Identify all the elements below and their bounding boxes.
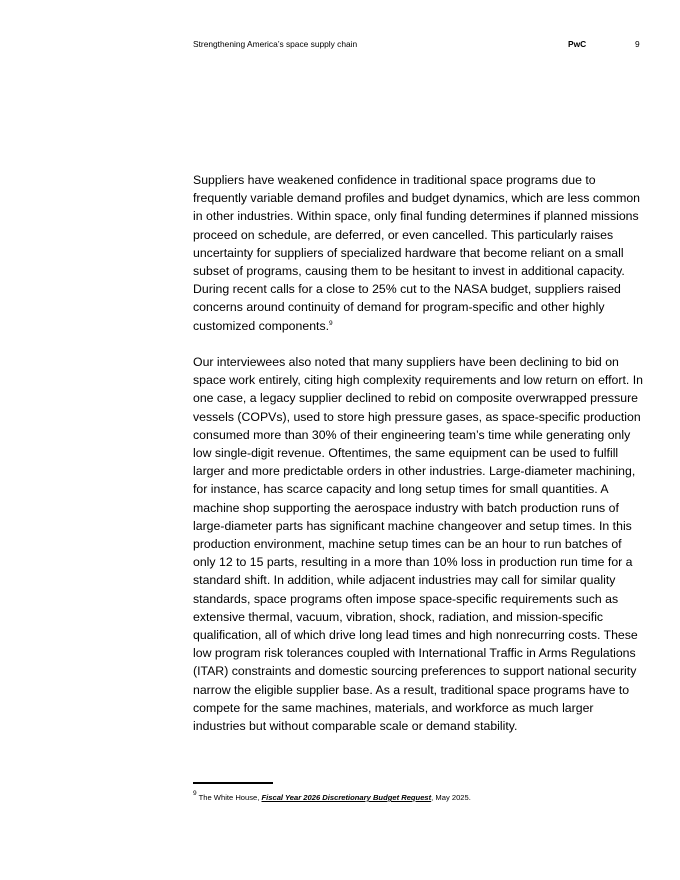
footnote-prefix: The White House, xyxy=(198,793,262,802)
footnote-divider xyxy=(193,782,273,784)
footnote-source-link[interactable]: Fiscal Year 2026 Discretionary Budget Request xyxy=(261,793,432,802)
footnote-reference[interactable]: 9 xyxy=(329,319,333,327)
paragraph-1-text: Suppliers have weakened confidence in traditional space programs due to frequently variable demand profiles and budget dynamics, which are less common in other industries. Within space, only final funding determines if planned missions proceed on schedule, are deferred, or even cancelled. This particularly raises uncertainty for suppliers of specialized hardware that become reliant on a small subset of programs, causing them to be hesitant to invest in additional capacity. During recent calls for a close to 25% cut to the NASA budget, suppliers raised concerns around continuity of demand for program-specific and other highly customized components. xyxy=(193,173,641,333)
body-text xyxy=(193,171,645,753)
paragraph-1 xyxy=(193,171,645,335)
page-number: 9 xyxy=(635,39,640,49)
document-title: Strengthening America’s space supply chain xyxy=(193,39,358,49)
footnote-number: 9 xyxy=(193,790,197,797)
brand-name: PwC xyxy=(568,39,587,49)
footnote-suffix: , May 2025. xyxy=(431,793,471,802)
footnote xyxy=(193,792,643,803)
page-header xyxy=(193,38,641,50)
paragraph-2: Our interviewees also noted that many suppliers have been declining to bid on space work entirely, citing high complexity requirements and low return on effort. In one case, a legacy supplier declined to rebid on composite overwrapped pressure vessels (COPVs), used to store high pressure gases, as space-specific production consumed more than 30% of their engineering team’s time while generating only low single-digit revenue. Oftentimes, the same equipment can be used to fulfill larger and more predictable orders in other industries. Large-diameter machining, for instance, has scarce capacity and long setup times for small quantities. A machine shop supporting the aerospace industry with batch production runs of large-diameter parts has significant machine changeover and setup times. In this production environment, machine setup times can be an hour to run batches of only 12 to 15 parts, resulting in a more than 10% loss in production run time for a standard shift. In addition, while adjacent industries may call for similar quality standards, space programs often impose space-specific requirements such as extensive thermal, vacuum, vibration, shock, radiation, and mission-specific qualification, all of which drive long lead times and high nonrecurring costs. These low program risk tolerances coupled with International Traffic in Arms Regulations (ITAR) constraints and domestic sourcing preferences to support national security narrow the eligible supplier base. As a result, traditional space programs have to compete for the same machines, materials, and workforce as much larger industries but without comparable scale or demand stability. xyxy=(193,355,643,734)
